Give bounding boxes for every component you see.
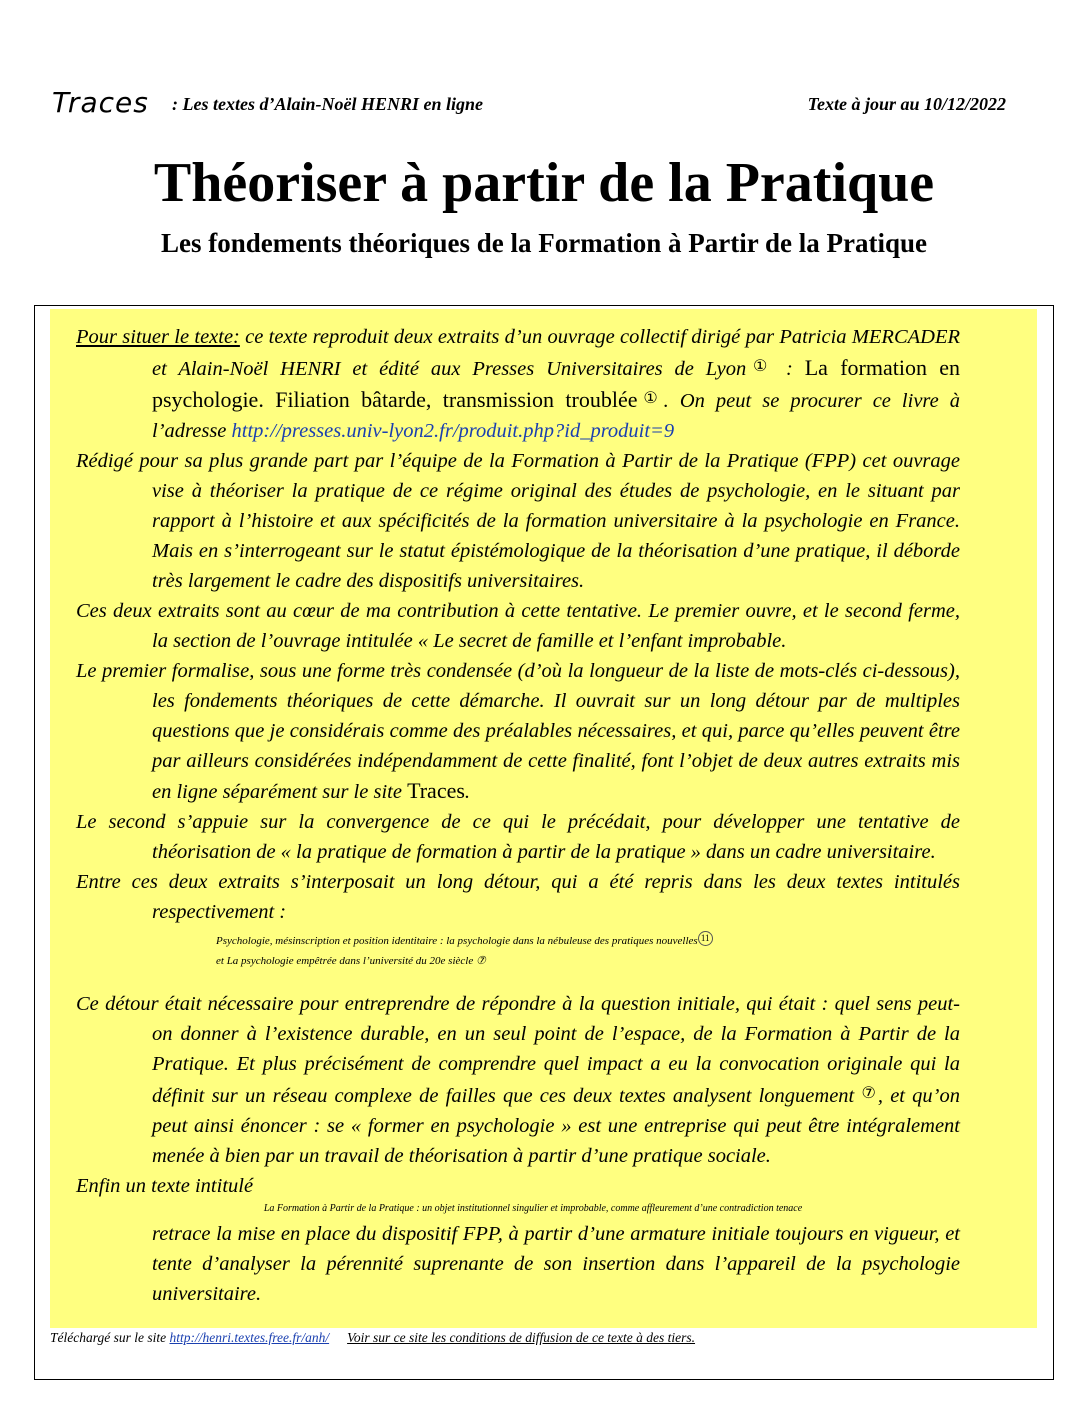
footnote-ring-icon: 11 (698, 931, 713, 946)
footnote-mark: ⑦ (475, 955, 486, 967)
intro-text (76, 322, 960, 1309)
page-subtitle: Les fondements théoriques de la Formation à Partir de la Pratique (161, 228, 927, 258)
reference-item[interactable]: La Formation à Partir de la Pratique : un objet institutionnel singulier et improbable, comme affleurement d’une contradiction tenace (263, 1203, 803, 1214)
footnote-mark: ① (746, 358, 775, 375)
page-footer: Téléchargé sur le site http://henri.textes.free.fr/anh/ Voir sur ce site les conditions de diffusion de ce texte à des tiers. (50, 1330, 696, 1345)
paragraph-first-extract: Le premier formalise, sous une forme très condensée (d’où la longueur de la liste de mots-clés ci-dessous), les fondements théoriques de cette démarche. Il ouvrait sur un long détour par de multiples questions que je considérais comme des préalables nécessaires, et qui, parce qu’elles peuvent être par ailleurs considérées indépendamment de cette finalité, font l’objet de deux autres extraits mis en ligne séparément sur le site Traces. (76, 660, 960, 803)
header-tagline: : Les textes d’Alain-Noël HENRI en ligne (172, 94, 483, 114)
publisher-link[interactable]: http://presses.univ-lyon2.fr/produit.php?id_produit=9 (231, 420, 675, 442)
book-title: La formation en psychologie. Filiation bâtarde, transmission troublée (152, 355, 961, 412)
brand-name: Traces (52, 86, 149, 119)
footnote-mark: ① (637, 390, 664, 407)
site-link[interactable]: http://henri.textes.free.fr/anh/ (169, 1330, 330, 1345)
paragraph-question: Ce détour était nécessaire pour entreprendre de répondre à la question initiale, qui était : quel sens peut-on donner à l’existence durable, en un seul point de l’espace, de la Formation à Partir de la Pratique. Et plus précisément de comprendre quel impact a eu la convocation originale qui la définit sur un réseau complexe de failles que ces deux textes analysent longuement ⑦, et qu’on peut ainsi énoncer : se « former en psychologie » est une entreprise qui peut être intégralement menée à bien par un travail de théorisation à partir d’une pratique sociale. (76, 993, 961, 1167)
reference-list (76, 931, 960, 971)
page-title: Théoriser à partir de la Pratique (153, 152, 935, 214)
header-date: Texte à jour au 10/12/2022 (807, 94, 1006, 114)
paragraph-fpp: retrace la mise en place du dispositif FPP, à partir d’une armature initiale toujours en vigueur, et tente d’analyser la pérennité suprenante de son insertion dans l’appareil de la psychologie universitaire. (152, 1223, 960, 1305)
footnote-mark: ⑦ (861, 1085, 878, 1102)
paragraph-last-text: Enfin un texte intitulé (76, 1175, 254, 1197)
paragraph-context: Pour situer le texte: ce texte reproduit deux extraits d’un ouvrage collectif dirigé par Patricia MERCADER et Alain-Noël HENRI et édité aux Presses Universitaires de Lyon① : La formation en psychologie. Filiation bâtarde, transmission troublée①. On peut se procurer ce livre à l’adresse http://presses.univ-lyon2.fr/produit.php?id_produit=9 (76, 326, 961, 442)
paragraph-detour: Entre ces deux extraits s’interposait un long détour, qui a été repris dans les deux textes intitulés respectivement : (76, 871, 960, 923)
paragraph-book: Rédigé pour sa plus grande part par l’équipe de la Formation à Partir de la Pratique (FPP) cet ouvrage vise à théoriser la pratique de ce régime original des études de psychologie, en le situant par rapport à l’histoire et aux spécificités de la formation universitaire à la psychologie en France. Mais en s’interrogeant sur le statut épistémologique de la théorisation d’une pratique, il déborde très largement le cadre des dispositifs universitaires. (76, 450, 960, 592)
footer-notice: Voir sur ce site les conditions de diffusion de ce texte à des tiers. (347, 1330, 696, 1345)
paragraph-second-extract: Le second s’appuie sur la convergence de ce qui le précédait, pour développer une tentative de théorisation de « la pratique de formation à partir de la pratique » dans un cadre universitaire. (76, 811, 960, 863)
reference-item[interactable]: et La psychologie empêtrée dans l’université du 20e siècle ⑦ (216, 955, 486, 967)
site-name: Traces (407, 778, 465, 803)
reference-item[interactable]: Psychologie, mésinscription et position identitaire : la psychologie dans la nébuleuse des pratiques nouvelles 11 (216, 931, 960, 951)
page-header (52, 86, 1012, 126)
paragraph-extracts: Ces deux extraits sont au cœur de ma contribution à cette tentative. Le premier ouvre, et le second ferme, la section de l’ouvrage intitulée « Le secret de famille et l’enfant improbable. (76, 600, 960, 652)
context-label: Pour situer le texte: (76, 326, 240, 348)
